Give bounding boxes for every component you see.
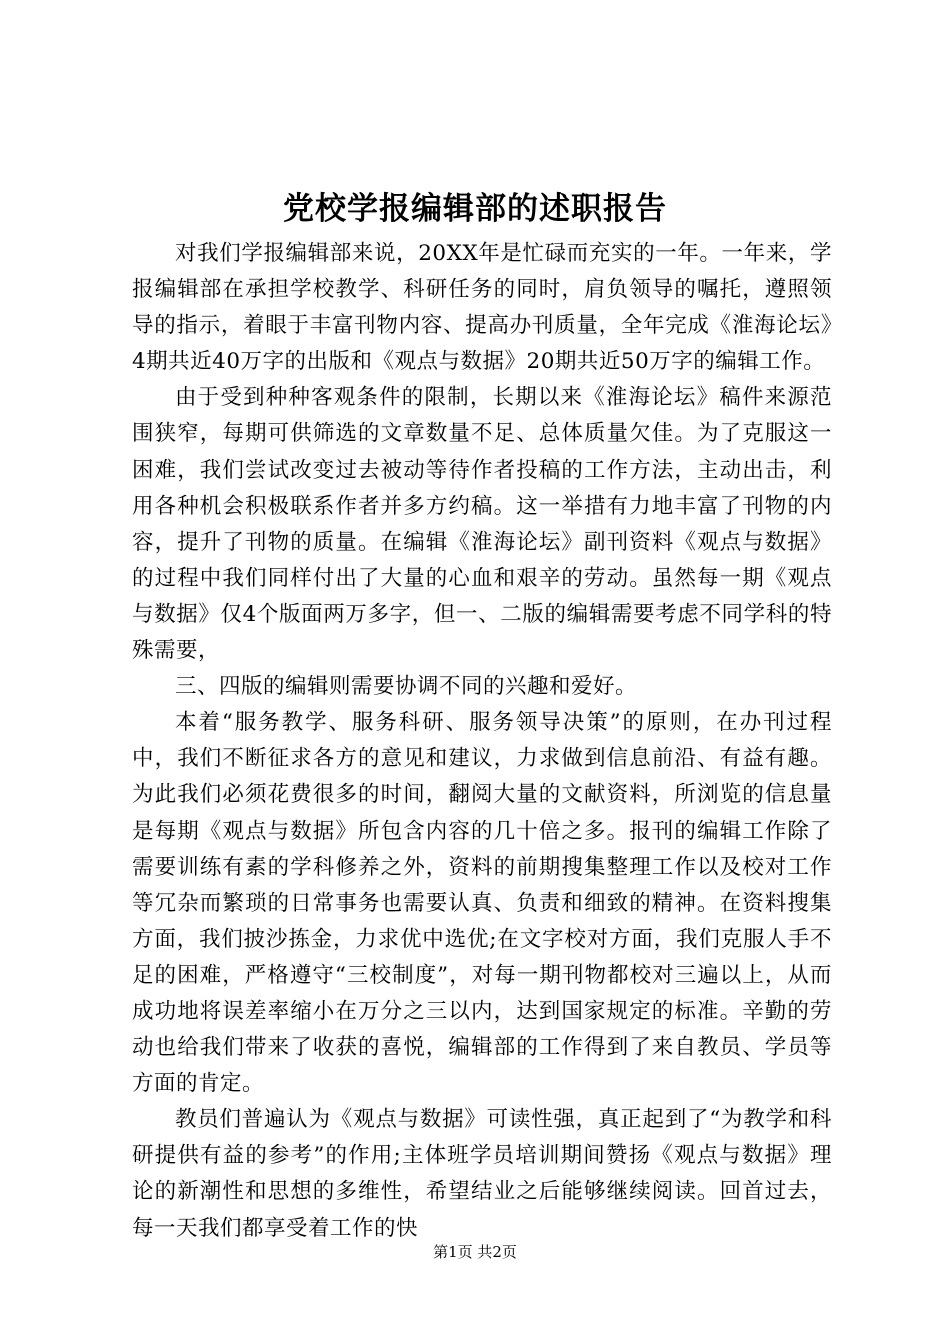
paragraph-2: 由于受到种种客观条件的限制，长期以来《淮海论坛》稿件来源范围狭窄，每期可供筛选的文章数量不足、总体质量欠佳。为了克服这一困难，我们尝试改变过去被动等待作者投稿的工作方法，主动出击，利用各种机会积极联系作者并多方约稿。这一举措有力地丰富了刊物的内容，提升了刊物的质量。在编辑《淮海论坛》副刊资料《观点与数据》的过程中我们同样付出了大量的心血和艰辛的劳动。虽然每一期《观点与数据》仅4个版面两万多字，但一、二版的编辑需要考虑不同学科的特殊需要， <box>132 385 832 664</box>
paragraph-4: 本着“服务教学、服务科研、服务领导决策”的原则，在办刊过程中，我们不断征求各方的意见和建议，力求做到信息前沿、有益有趣。为此我们必须花费很多的时间，翻阅大量的文献资料，所浏览的信息量是每期《观点与数据》所包含内容的几十倍之多。报刊的编辑工作除了需要训练有素的学科修养之外，资料的前期搜集整理工作以及校对工作等冗杂而繁琐的日常事务也需要认真、负责和细致的精神。在资料搜集方面，我们披沙拣金，力求优中选优;在文字校对方面，我们克服人手不足的困难，严格遵守“三校制度”，对每一期刊物都校对三遍以上，从而成功地将误差率缩小在万分之三以内，达到国家规定的标准。辛勤的劳动也给我们带来了收获的喜悦，编辑部的工作得到了来自教员、学员等方面的肯定。 <box>132 710 832 1097</box>
page-number-footer: 第1页 共2页 <box>433 1243 517 1261</box>
document-body <box>132 236 832 1247</box>
paragraph-1: 对我们学报编辑部来说，20XX年是忙碌而充实的一年。一年来，学报编辑部在承担学校教学、科研任务的同时，肩负领导的嘱托，遵照领导的指示，着眼于丰富刊物内容、提高办刊质量，全年完成《淮海论坛》4期共近40万字的出版和《观点与数据》20期共近50万字的编辑工作。 <box>132 241 832 375</box>
paragraph-3: 三、四版的编辑则需要协调不同的兴趣和爱好。 <box>175 674 638 700</box>
paragraph-5: 教员们普遍认为《观点与数据》可读性强，真正起到了“为教学和科研提供有益的参考”的作用;主体班学员培训期间赞扬《观点与数据》理论的新潮性和思想的多维性，希望结业之后能够继续阅读。回首过去，每一天我们都享受着工作的快 <box>132 1107 832 1241</box>
document-title: 党校学报编辑部的述职报告 <box>283 191 667 227</box>
